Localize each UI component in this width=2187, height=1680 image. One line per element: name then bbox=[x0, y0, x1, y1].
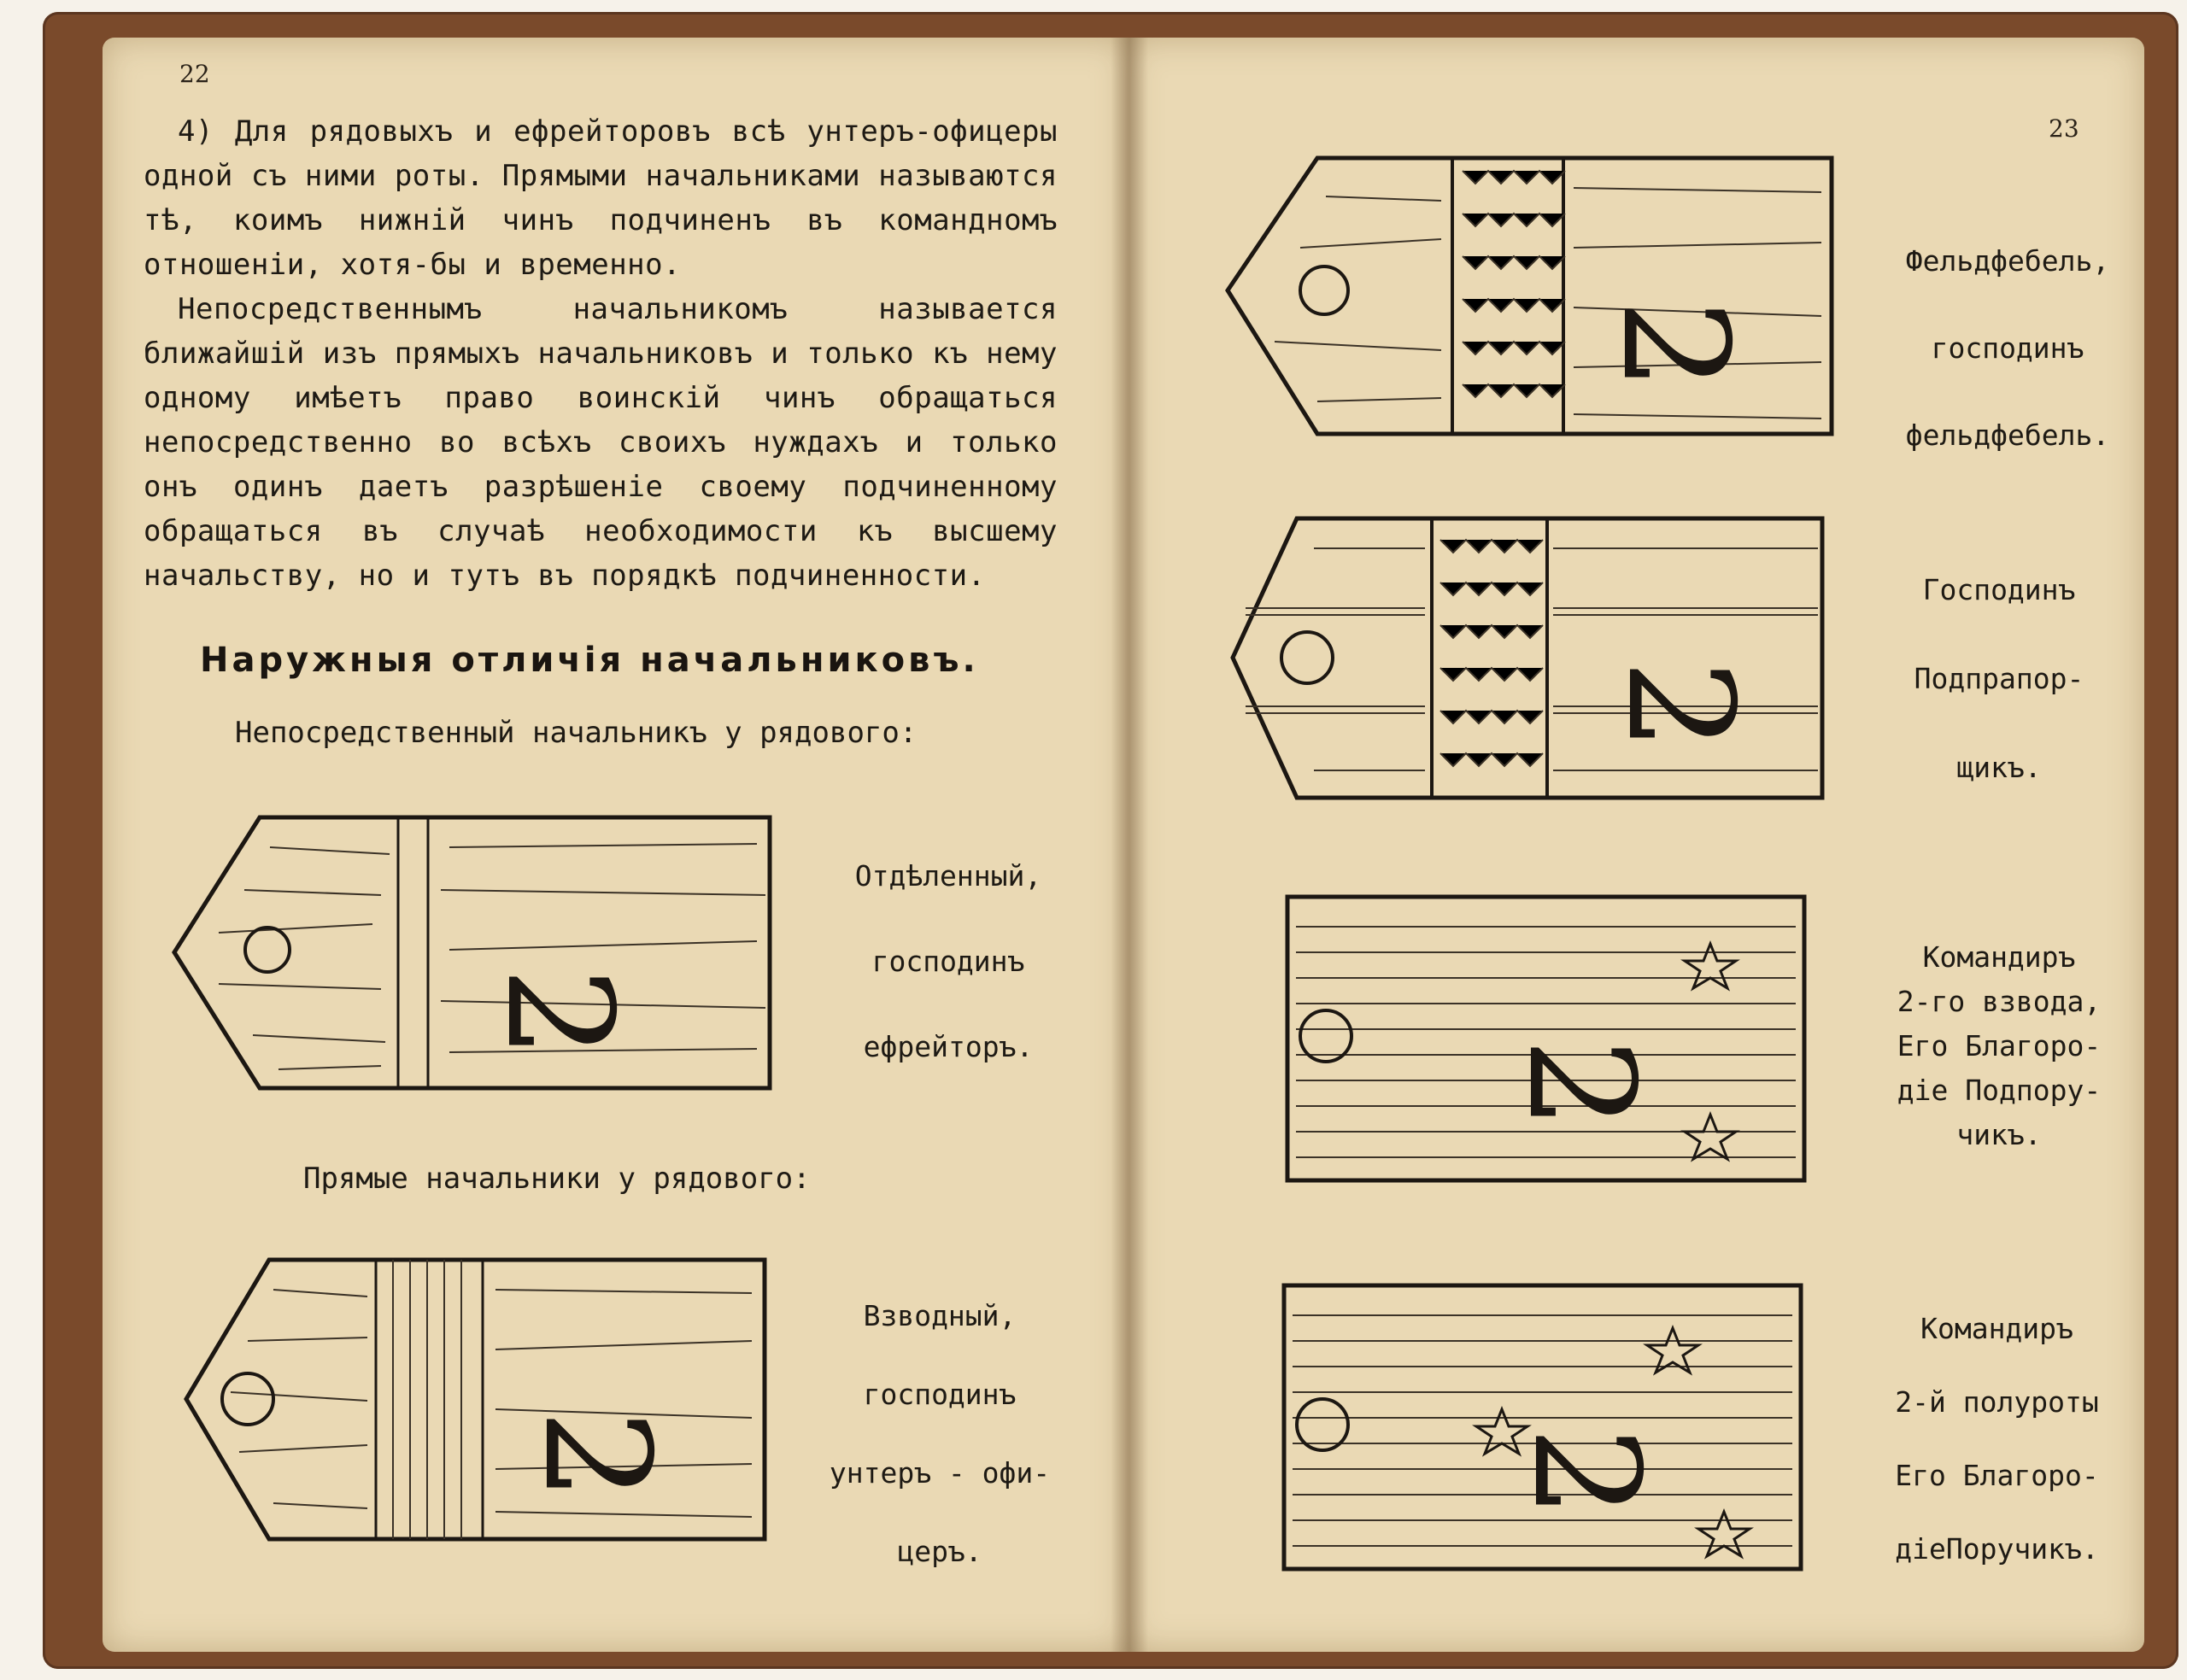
caption-line: Его Благоро- bbox=[1895, 1459, 2099, 1492]
caption-ensign bbox=[1862, 568, 2136, 790]
strap-numeral: 2 bbox=[512, 1409, 681, 1502]
epaulette-corporal bbox=[167, 813, 774, 1095]
caption-line: діе Подпору- bbox=[1897, 1074, 2102, 1107]
subheading-immediate: Непосредственный начальникъ у рядового: bbox=[235, 716, 918, 750]
caption-line: діеПоручикъ. bbox=[1895, 1532, 2099, 1566]
caption-line: чикъ. bbox=[1956, 1118, 2042, 1151]
caption-line: ефрейторъ. bbox=[863, 1030, 1034, 1063]
caption-line: церъ. bbox=[897, 1535, 982, 1568]
caption-line: 2-го взвода, bbox=[1897, 985, 2102, 1018]
strap-numeral: 2 bbox=[1595, 659, 1764, 752]
caption-line: господинъ bbox=[863, 1378, 1017, 1411]
caption-platoon-commander bbox=[1854, 935, 2144, 1157]
epaulette-ensign bbox=[1228, 514, 1826, 805]
caption-line: 2-й полуроты bbox=[1895, 1385, 2099, 1419]
caption-line: унтеръ - офи- bbox=[829, 1456, 1051, 1490]
caption-line: господинъ bbox=[871, 945, 1025, 978]
caption-line: щикъ. bbox=[1956, 751, 2042, 784]
caption-line: Подпрапор- bbox=[1914, 662, 2084, 695]
paragraph-2: Непосредственнымъ начальникомъ называется ближайшій изъ прямыхъ начальниковъ и только къ нему одному имѣетъ право воинскій чинъ обращаться непосредственно во всѣхъ своихъ нуждахъ и только онъ одинъ даетъ разрѣшеніе своему подчиненному обращаться въ случаѣ необходимости къ высшему начальству, но и тутъ въ порядкѣ подчиненности. bbox=[144, 292, 1058, 593]
caption-sergeant-major bbox=[1871, 239, 2144, 458]
caption-line: Господинъ bbox=[1922, 573, 2076, 606]
epaulette-sergeant-major bbox=[1223, 154, 1838, 441]
book-spine bbox=[1111, 38, 1148, 1652]
section-heading: Наружныя отличія начальниковъ. bbox=[200, 641, 979, 680]
page-number-left: 22 bbox=[179, 60, 210, 88]
caption-line: Командиръ bbox=[1920, 1312, 2073, 1345]
strap-numeral: 2 bbox=[1590, 299, 1759, 392]
caption-half-company-commander bbox=[1850, 1307, 2144, 1572]
strap-numeral: 2 bbox=[474, 967, 643, 1060]
caption-line: Взводный, bbox=[863, 1299, 1017, 1332]
caption-line: Его Благоро- bbox=[1897, 1029, 2102, 1062]
paragraph-1: 4) Для рядовыхъ и ефрейторовъ всѣ унтеръ-офицеры одной съ ними роты. Прямыми начальниками называются тѣ, коимъ нижній чинъ подчиненъ въ командномъ отношеніи, хотя-бы и временно. bbox=[144, 114, 1058, 282]
caption-nco bbox=[794, 1294, 1085, 1574]
epaulette-nco bbox=[179, 1256, 769, 1546]
page-number-right: 23 bbox=[2049, 114, 2079, 143]
left-text-block bbox=[144, 109, 1058, 598]
caption-line: Фельдфебель, bbox=[1905, 244, 2110, 278]
epaulette-platoon-commander bbox=[1249, 893, 1813, 1187]
caption-line: господинъ bbox=[1931, 331, 2084, 365]
epaulette-half-company-commander bbox=[1246, 1281, 1809, 1576]
caption-line: фельдфебель. bbox=[1905, 419, 2110, 452]
strap-numeral: 2 bbox=[1501, 1426, 1670, 1519]
caption-corporal bbox=[812, 854, 1085, 1069]
caption-line: Командиръ bbox=[1922, 940, 2076, 974]
subheading-direct: Прямые начальники у рядового: bbox=[303, 1162, 811, 1196]
caption-line: Отдѣленный, bbox=[854, 859, 1042, 893]
strap-numeral: 2 bbox=[1496, 1038, 1665, 1131]
